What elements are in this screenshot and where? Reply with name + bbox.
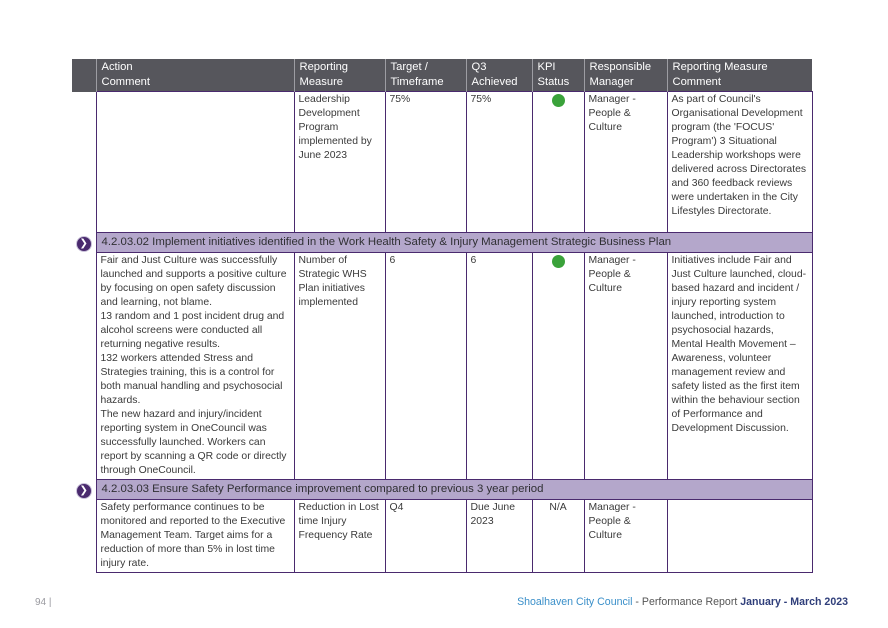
row-spacer bbox=[72, 253, 96, 480]
section-toggle[interactable] bbox=[72, 480, 96, 500]
target-cell: 6 bbox=[385, 253, 466, 480]
chevron-right-icon[interactable]: ❯ bbox=[76, 236, 92, 252]
header-target-timeframe: Target / Timeframe bbox=[385, 59, 466, 92]
action-comment-cell: Fair and Just Culture was successfully launched and supports a positive culture by focusing on open safety discussion and learning, not blame. 13 random and 1 post incident drug and alcohol screens were conducted all returning negative results. 132 workers attended Stress and Strategies training, this is a control for both manual handling and psychosocial hazards. The new hazard and injury/incident reporting system in OneCouncil was successfully launched. Workers can report by scanning a QR code or directly through OneCouncil. bbox=[96, 253, 294, 480]
row-spacer bbox=[72, 500, 96, 573]
section-row bbox=[72, 233, 812, 253]
chevron-right-icon[interactable]: ❯ bbox=[76, 483, 92, 499]
footer-organisation: Shoalhaven City Council bbox=[517, 596, 633, 608]
measure-comment-cell: As part of Council's Organisational Development program (the 'FOCUS' Program') 3 Situational Leadership workshops were delivered across Directorates and 360 feedback reviews were undertaken in the City Lifestyles Directorate. bbox=[667, 92, 812, 233]
responsible-manager-cell: Manager - People & Culture bbox=[584, 500, 667, 573]
responsible-manager-cell: Manager - People & Culture bbox=[584, 92, 667, 233]
responsible-manager-cell: Manager - People & Culture bbox=[584, 253, 667, 480]
reporting-measure-cell: Reduction in Lost time Injury Frequency Rate bbox=[294, 500, 385, 573]
action-comment-cell bbox=[96, 92, 294, 233]
page-number: 94 | bbox=[35, 597, 52, 608]
performance-table bbox=[72, 59, 813, 573]
footer-period: January - March 2023 bbox=[740, 596, 848, 608]
measure-comment-cell: Initiatives include Fair and Just Culture launched, cloud-based hazard and incident / injury reporting system launched, introduction to psychosocial hazards, Mental Health Movement – Awareness, volunteer management review and safety listed as the first item within the behaviour section of Performance and Development Discussion. bbox=[667, 253, 812, 480]
header-row bbox=[72, 59, 812, 92]
header-reporting-measure: Reporting Measure bbox=[294, 59, 385, 92]
section-toggle[interactable] bbox=[72, 233, 96, 253]
header-reporting-measure-comment: Reporting Measure Comment bbox=[667, 59, 812, 92]
achieved-cell: 75% bbox=[466, 92, 532, 233]
reporting-measure-cell: Leadership Development Program implemented by June 2023 bbox=[294, 92, 385, 233]
table-row bbox=[72, 92, 812, 233]
kpi-status-cell bbox=[532, 253, 584, 480]
row-spacer bbox=[72, 92, 96, 233]
report-table-wrapper bbox=[72, 59, 812, 573]
header-q3-achieved: Q3 Achieved bbox=[466, 59, 532, 92]
section-row bbox=[72, 480, 812, 500]
section-title: 4.2.03.03 Ensure Safety Performance improvement compared to previous 3 year period bbox=[96, 480, 812, 500]
report-footer bbox=[517, 596, 848, 608]
target-cell: 75% bbox=[385, 92, 466, 233]
table-row bbox=[72, 253, 812, 480]
achieved-cell: 6 bbox=[466, 253, 532, 480]
action-comment-cell: Safety performance continues to be monitored and reported to the Executive Management Team. Target aims for a reduction of more than 5% in lost time injury rate. bbox=[96, 500, 294, 573]
header-responsible-manager: Responsible Manager bbox=[584, 59, 667, 92]
kpi-status-cell bbox=[532, 92, 584, 233]
measure-comment-cell bbox=[667, 500, 812, 573]
header-spacer bbox=[72, 59, 96, 92]
table-row bbox=[72, 500, 812, 573]
reporting-measure-cell: Number of Strategic WHS Plan initiatives implemented bbox=[294, 253, 385, 480]
kpi-status-green-icon bbox=[552, 94, 565, 107]
target-cell: Q4 bbox=[385, 500, 466, 573]
header-action-comment: Action Comment bbox=[96, 59, 294, 92]
kpi-status-green-icon bbox=[552, 255, 565, 268]
section-title: 4.2.03.02 Implement initiatives identified in the Work Health Safety & Injury Management Strategic Business Plan bbox=[96, 233, 812, 253]
footer-report-name: - Performance Report bbox=[632, 596, 741, 608]
achieved-cell: Due June 2023 bbox=[466, 500, 532, 573]
header-kpi-status: KPI Status bbox=[532, 59, 584, 92]
kpi-status-cell: N/A bbox=[532, 500, 584, 573]
